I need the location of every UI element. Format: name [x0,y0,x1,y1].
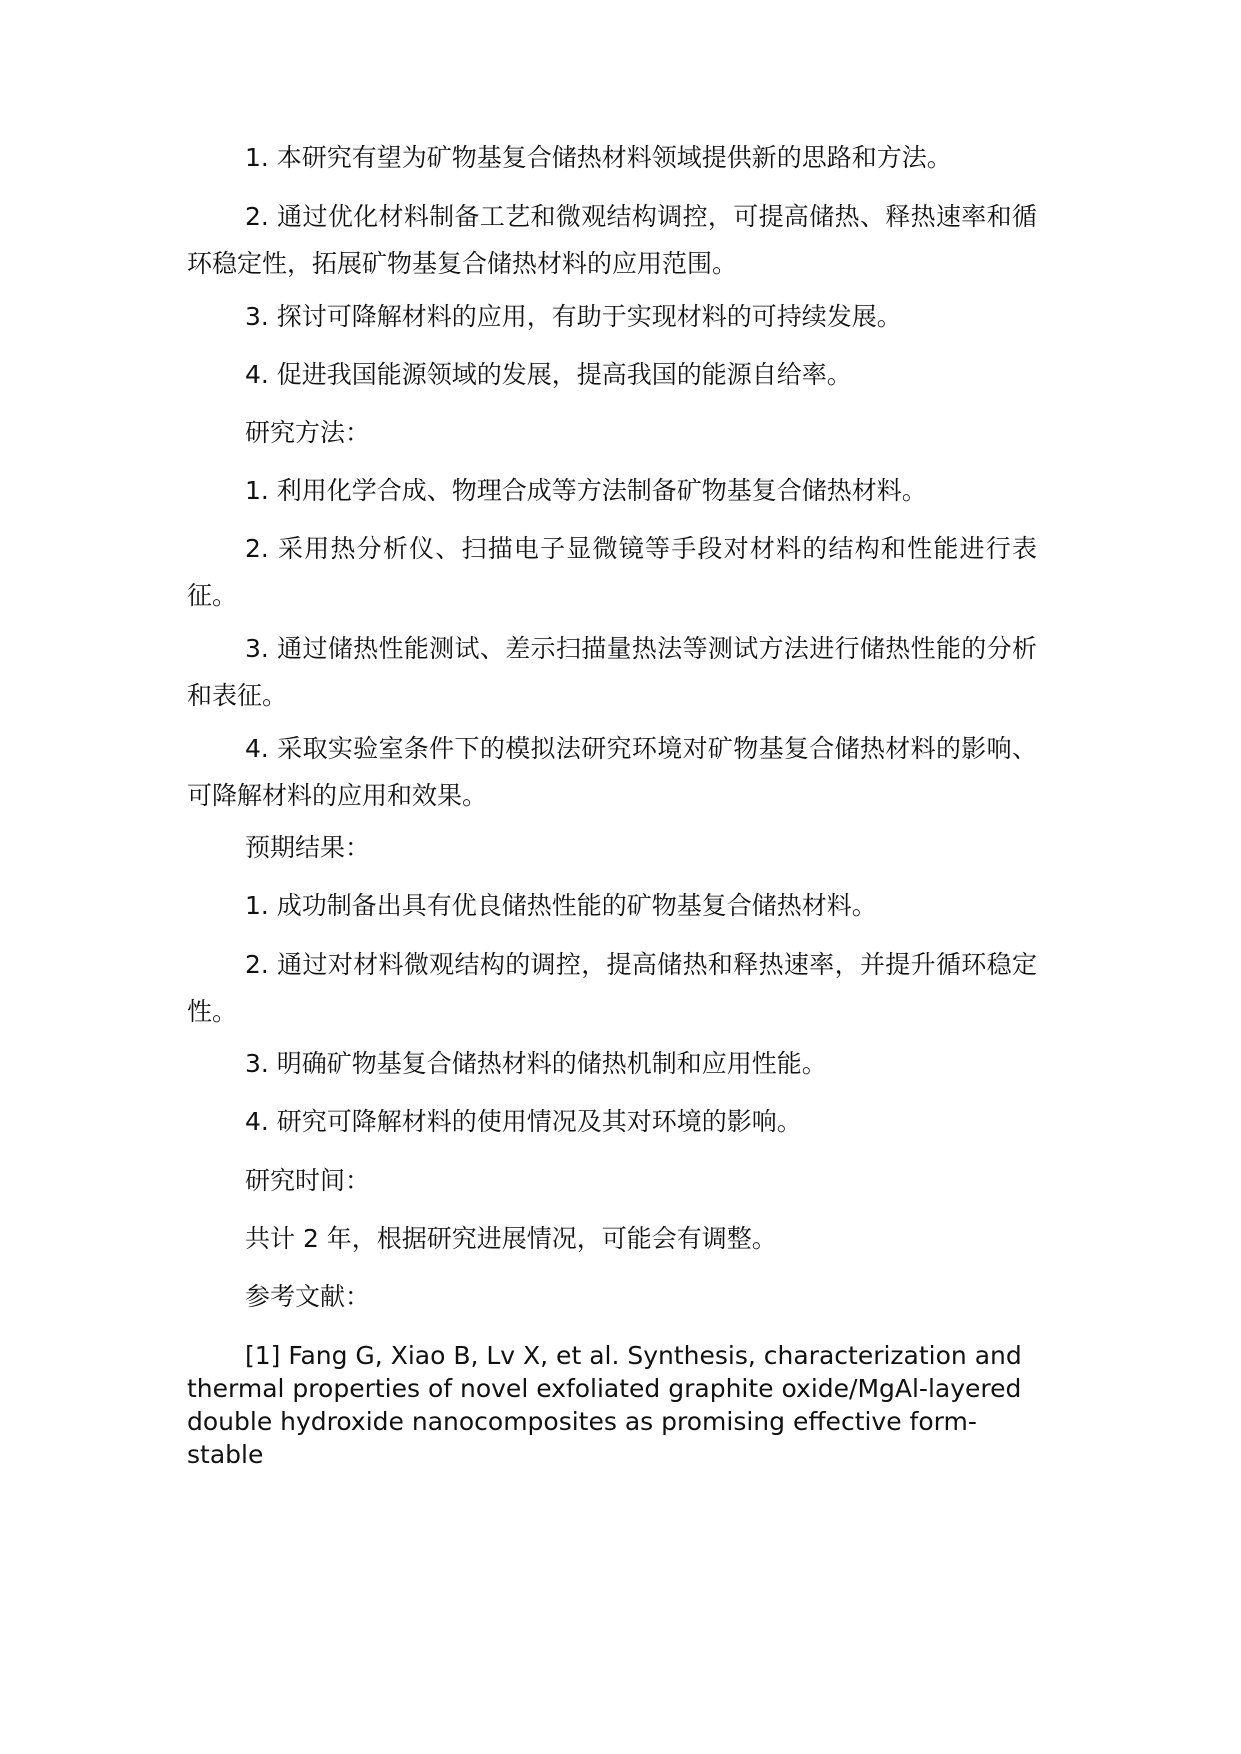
reference-item-1: [1] Fang G, Xiao B, Lv X, et al. Synthesis, characterization and thermal properties of novel exfoliated graphite oxide/MgAl-layered double hydroxide nanocomposites as promising effective form-stable [187,1341,1022,1469]
significance-item-4: 4. 促进我国能源领域的发展，提高我国的能源自给率。 [245,360,852,389]
references-heading: 参考文献： [245,1282,371,1311]
results-item-4: 4. 研究可降解材料的使用情况及其对环境的影响。 [245,1107,802,1136]
methods-heading: 研究方法： [245,418,371,447]
significance-item-1: 1. 本研究有望为矿物基复合储热材料领域提供新的思路和方法。 [245,143,952,172]
methods-item-1: 1. 利用化学合成、物理合成等方法制备矿物基复合储热材料。 [245,476,927,505]
significance-item-2: 2. 通过优化材料制备工艺和微观结构调控，可提高储热、释热速率和循环稳定性，拓展矿物基复合储热材料的应用范围。 [187,202,1037,278]
results-item-2: 2. 通过对材料微观结构的调控，提高储热和释热速率，并提升循环稳定性。 [187,950,1037,1026]
significance-item-3: 3. 探讨可降解材料的应用，有助于实现材料的可持续发展。 [245,302,902,331]
timeline-text: 共计 2 年，根据研究进展情况，可能会有调整。 [245,1224,777,1253]
timeline-heading: 研究时间： [245,1166,371,1195]
methods-item-3: 3. 通过储热性能测试、差示扫描量热法等测试方法进行储热性能的分析和表征。 [187,634,1037,710]
results-item-3: 3. 明确矿物基复合储热材料的储热机制和应用性能。 [245,1049,827,1078]
results-item-1: 1. 成功制备出具有优良储热性能的矿物基复合储热材料。 [245,891,877,920]
methods-item-4: 4. 采取实验室条件下的模拟法研究环境对矿物基复合储热材料的影响、可降解材料的应用和效果。 [187,734,1037,810]
results-heading: 预期结果： [245,833,371,862]
methods-item-2: 2. 采用热分析仪、扫描电子显微镜等手段对材料的结构和性能进行表征。 [187,534,1037,610]
